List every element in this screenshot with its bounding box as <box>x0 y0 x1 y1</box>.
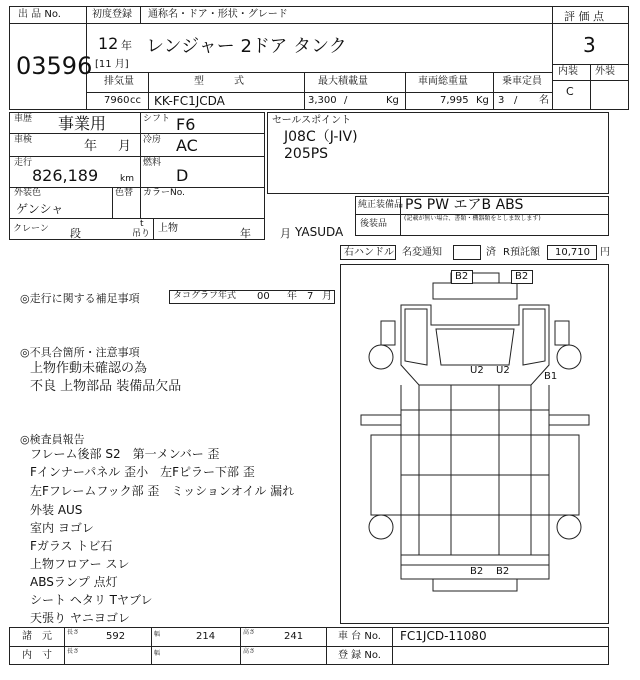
grade-label: 評 価 点 <box>564 10 604 23</box>
inspector-line: ABSランプ 点灯 <box>30 575 118 589</box>
name-label: 通称名・ドア・形状・グレード <box>148 9 288 20</box>
defect-label: ◎不具合箇所・注意事項 <box>20 346 140 359</box>
fuel-value: D <box>176 166 189 185</box>
body-maker: YASUDA <box>295 225 344 239</box>
in-width-label: 幅 <box>154 650 161 657</box>
damage-mark: B1 <box>544 371 558 382</box>
inspector-line: 天張り ヤニヨゴレ <box>30 611 130 625</box>
equipment-aftermarket-label: 後装品 <box>360 219 388 229</box>
ac-value: AC <box>176 136 198 155</box>
tacho-month-unit: 月 <box>322 291 332 302</box>
name-change-label: 名変通知 <box>402 247 442 258</box>
crane-steps: 段 <box>70 227 81 240</box>
load-label: 最大積載量 <box>318 76 368 87</box>
reg-label: 登 録 No. <box>338 650 381 661</box>
shift-label: シフト <box>143 114 171 124</box>
displacement-unit: cc <box>130 95 141 106</box>
defect-line: 不良 上物部品 装備品欠品 <box>30 379 182 394</box>
exterior-grade-label: 外装 <box>595 66 615 77</box>
gross-unit: Kg <box>476 95 489 106</box>
car-name: レンジャー 2ドア タンク <box>146 36 347 57</box>
equipment-standard-value: PS PW エアB ABS <box>405 197 524 213</box>
history-label: 車歴 <box>14 114 33 124</box>
equipment-aftermarket-note: (記載が無い場合、書類・機器類をとしま致します) <box>404 215 541 222</box>
body-label: 上物 <box>158 223 178 234</box>
interior-grade-label: 内装 <box>558 66 578 77</box>
damage-mark: B2 <box>470 566 484 577</box>
capacity-label: 乗車定員 <box>502 76 542 87</box>
model-value: KK-FC1JCDA <box>154 94 225 108</box>
inspector-line: Fインナーパネル 歪小 左Fピラー下部 歪 <box>30 465 255 479</box>
length-label: 長さ <box>67 629 80 636</box>
history-value: 事業用 <box>58 114 107 133</box>
damage-mark: B2 <box>515 271 529 282</box>
wheel-front-right <box>557 345 581 369</box>
tax-label: 済 <box>486 247 496 258</box>
damage-mark: U2 <box>496 365 510 376</box>
color-label: 外装色 <box>14 188 42 198</box>
sales-point-line1: J08C（J-IV) <box>284 129 358 145</box>
body-month: 月 <box>280 227 291 240</box>
body-year: 年 <box>240 227 251 240</box>
displacement-value: 7960 <box>104 95 130 106</box>
r-mileage-value: 10,710 <box>555 247 590 258</box>
crane-t: t <box>140 219 144 229</box>
defect-line: 上物作動未確認の為 <box>30 361 148 376</box>
in-height-label: 高さ <box>243 648 256 655</box>
lot-number: 03596 <box>16 52 93 80</box>
chassis-value: FC1JCD-11080 <box>400 629 487 643</box>
inspection-month: 月 <box>118 139 132 154</box>
interior-dims-label: 内 寸 <box>22 650 52 661</box>
front-bumper <box>433 283 517 299</box>
tacho-year-unit: 年 <box>287 291 297 302</box>
crane-lift: 吊り <box>132 229 151 239</box>
tacho-year: 00 <box>257 291 270 302</box>
inspector-line: 室内 ヨゴレ <box>30 521 94 535</box>
capacity-value: 3 <box>498 95 505 106</box>
first-reg-year-unit: 年 <box>121 39 132 52</box>
color-no-label: カラーNo. <box>143 188 185 198</box>
load-value: 3,300 <box>308 95 337 106</box>
first-reg-year: 12 <box>98 34 119 53</box>
inspector-line: 左Fフレームフック部 歪 ミッションオイル 漏れ <box>30 484 295 498</box>
in-length-label: 長さ <box>67 648 80 655</box>
shift-value: F6 <box>176 115 196 134</box>
inspection-year: 年 <box>84 139 98 154</box>
wheel-rear-left <box>369 515 393 539</box>
mileage-label: 走行 <box>14 158 33 168</box>
sales-point-label: セールスポイント <box>272 115 352 126</box>
inspector-line: Fガラス トビ石 <box>30 539 113 553</box>
gross-value: 7,995 <box>440 95 469 106</box>
inspector-label: ◎検査員報告 <box>20 433 85 446</box>
r-mileage-label: R預託額 <box>503 247 540 258</box>
equipment-standard-label: 純正装備品 <box>358 200 404 210</box>
r-mileage-unit: 円 <box>600 247 610 258</box>
chassis-label: 車 台 No. <box>338 631 381 642</box>
damage-mark: B2 <box>496 566 510 577</box>
color-change-label: 色替 <box>115 188 134 198</box>
tacho-month: 7 <box>307 291 314 302</box>
wheel-rear-right <box>557 515 581 539</box>
lot-label: 出 品 No. <box>18 9 61 20</box>
displacement-label: 排気量 <box>104 76 134 87</box>
windshield <box>436 329 514 365</box>
name-change-box <box>453 245 481 260</box>
damage-mark: B2 <box>455 271 469 282</box>
tacho-label: タコグラフ年式 <box>173 291 237 301</box>
length-value: 592 <box>106 631 126 642</box>
grade-value: 3 <box>583 33 596 57</box>
gross-label: 車両総重量 <box>418 76 468 87</box>
drive-label: 右ハンドル <box>344 247 394 258</box>
interior-grade-value: C <box>566 85 574 98</box>
inspection-label: 車検 <box>14 135 33 145</box>
inspector-line: シート ヘタリ Tヤブレ <box>30 593 153 607</box>
height-label: 高さ <box>243 629 256 636</box>
width-value: 214 <box>196 631 216 642</box>
crane-label: クレーン <box>13 224 49 234</box>
capacity-slash: / <box>514 95 518 106</box>
width-label: 幅 <box>154 631 161 638</box>
damage-mark: U2 <box>470 365 484 376</box>
first-reg-label: 初度登録 <box>92 9 132 20</box>
color-value: ゲンシャ <box>16 202 64 216</box>
load-unit: Kg <box>386 95 399 106</box>
fuel-label: 燃料 <box>143 158 162 168</box>
mileage-unit: km <box>120 174 134 184</box>
capacity-unit: 名 <box>539 95 549 106</box>
inspector-line: フレーム後部 S2 第一メンバー 歪 <box>30 447 220 461</box>
wheel-front-left <box>369 345 393 369</box>
dims-label: 諸 元 <box>22 631 52 642</box>
supplement-label: ◎走行に関する補足事項 <box>20 292 140 305</box>
sales-point-line2: 205PS <box>284 146 329 162</box>
ac-label: 冷房 <box>143 135 162 145</box>
first-reg-month: [11 月] <box>95 59 129 70</box>
inspector-line: 上物フロアー スレ <box>30 557 130 571</box>
model-label: 型 式 <box>194 76 244 87</box>
inspector-line: 外装 AUS <box>30 503 83 517</box>
load-slash: / <box>344 95 348 106</box>
mileage-value: 826,189 <box>32 166 99 185</box>
height-value: 241 <box>284 631 304 642</box>
